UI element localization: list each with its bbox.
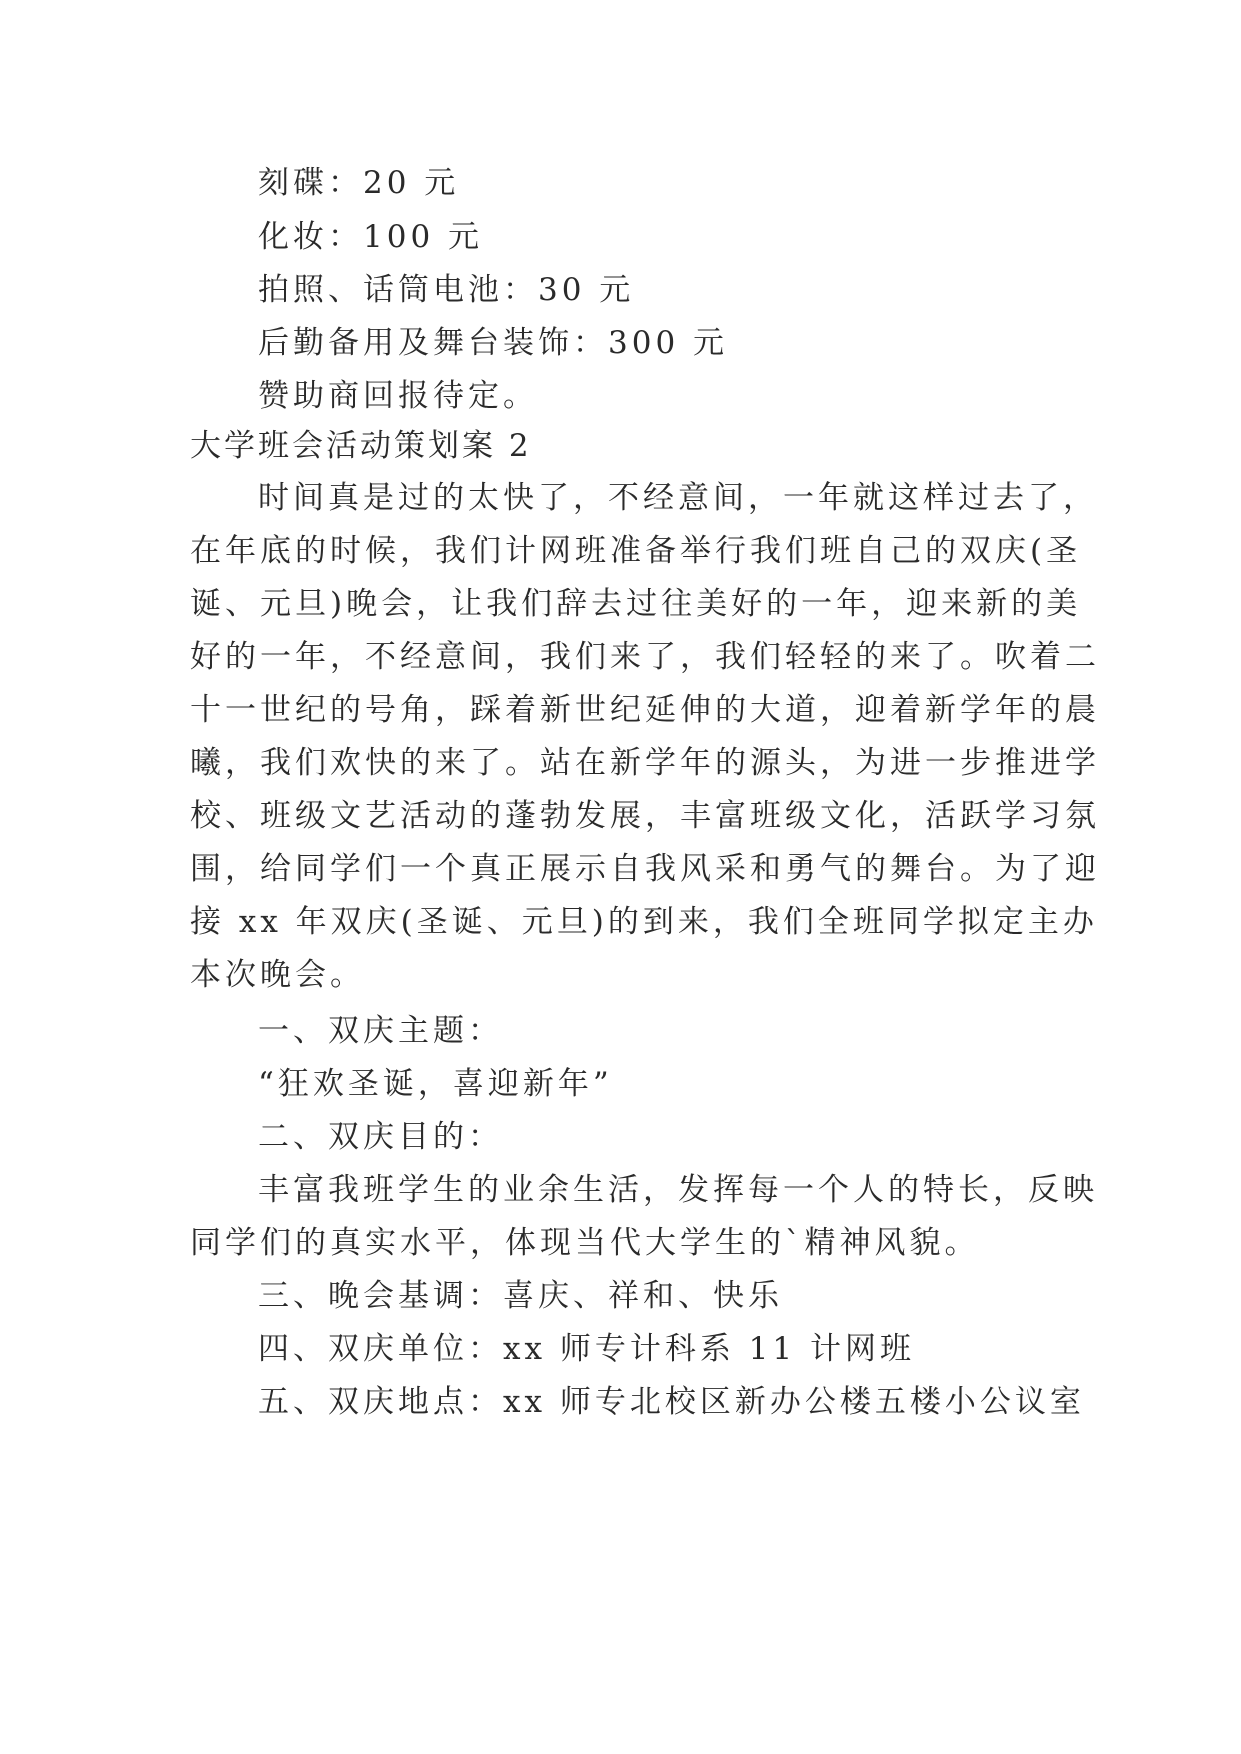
budget-item-photo-battery: 拍照、话筒电池：30 元 — [258, 272, 635, 308]
intro-line: 校、班级文艺活动的蓬勃发展，丰富班级文化，活跃学习氛 — [190, 798, 1100, 834]
budget-item-logistics-stage: 后勤备用及舞台装饰：300 元 — [258, 325, 729, 361]
intro-line: 时间真是过的太快了，不经意间，一年就这样过去了， — [258, 480, 1098, 516]
purpose-heading: 二、双庆目的： — [258, 1119, 503, 1155]
intro-line: 接 xx 年双庆(圣诞、元旦)的到来，我们全班同学拟定主办 — [190, 904, 1098, 940]
section-title: 大学班会活动策划案 2 — [190, 428, 532, 464]
intro-line: 诞、元旦)晚会，让我们辞去过往美好的一年，迎来新的美 — [190, 586, 1082, 622]
theme-text: “狂欢圣诞，喜迎新年” — [258, 1066, 613, 1102]
intro-line: 围，给同学们一个真正展示自我风采和勇气的舞台。为了迎 — [190, 851, 1100, 887]
budget-item-sponsor: 赞助商回报待定。 — [258, 378, 538, 414]
theme-heading: 一、双庆主题： — [258, 1013, 503, 1049]
purpose-line: 同学们的真实水平，体现当代大学生的`精神风貌。 — [190, 1225, 980, 1261]
location-line: 五、双庆地点：xx 师专北校区新办公楼五楼小公议室 — [258, 1384, 1085, 1420]
purpose-line: 丰富我班学生的业余生活，发挥每一个人的特长，反映 — [258, 1172, 1098, 1208]
budget-item-makeup: 化妆：100 元 — [258, 219, 484, 255]
budget-item-disc: 刻碟：20 元 — [258, 165, 460, 201]
intro-line: 十一世纪的号角，踩着新世纪延伸的大道，迎着新学年的晨 — [190, 692, 1100, 728]
intro-line: 本次晚会。 — [190, 957, 365, 993]
unit-line: 四、双庆单位：xx 师专计科系 11 计网班 — [258, 1331, 915, 1367]
intro-line: 好的一年，不经意间，我们来了，我们轻轻的来了。吹着二 — [190, 639, 1100, 675]
intro-line: 在年底的时候，我们计网班准备举行我们班自己的双庆(圣 — [190, 533, 1082, 569]
tone-line: 三、晚会基调：喜庆、祥和、快乐 — [258, 1278, 783, 1314]
intro-line: 曦，我们欢快的来了。站在新学年的源头，为进一步推进学 — [190, 745, 1100, 781]
